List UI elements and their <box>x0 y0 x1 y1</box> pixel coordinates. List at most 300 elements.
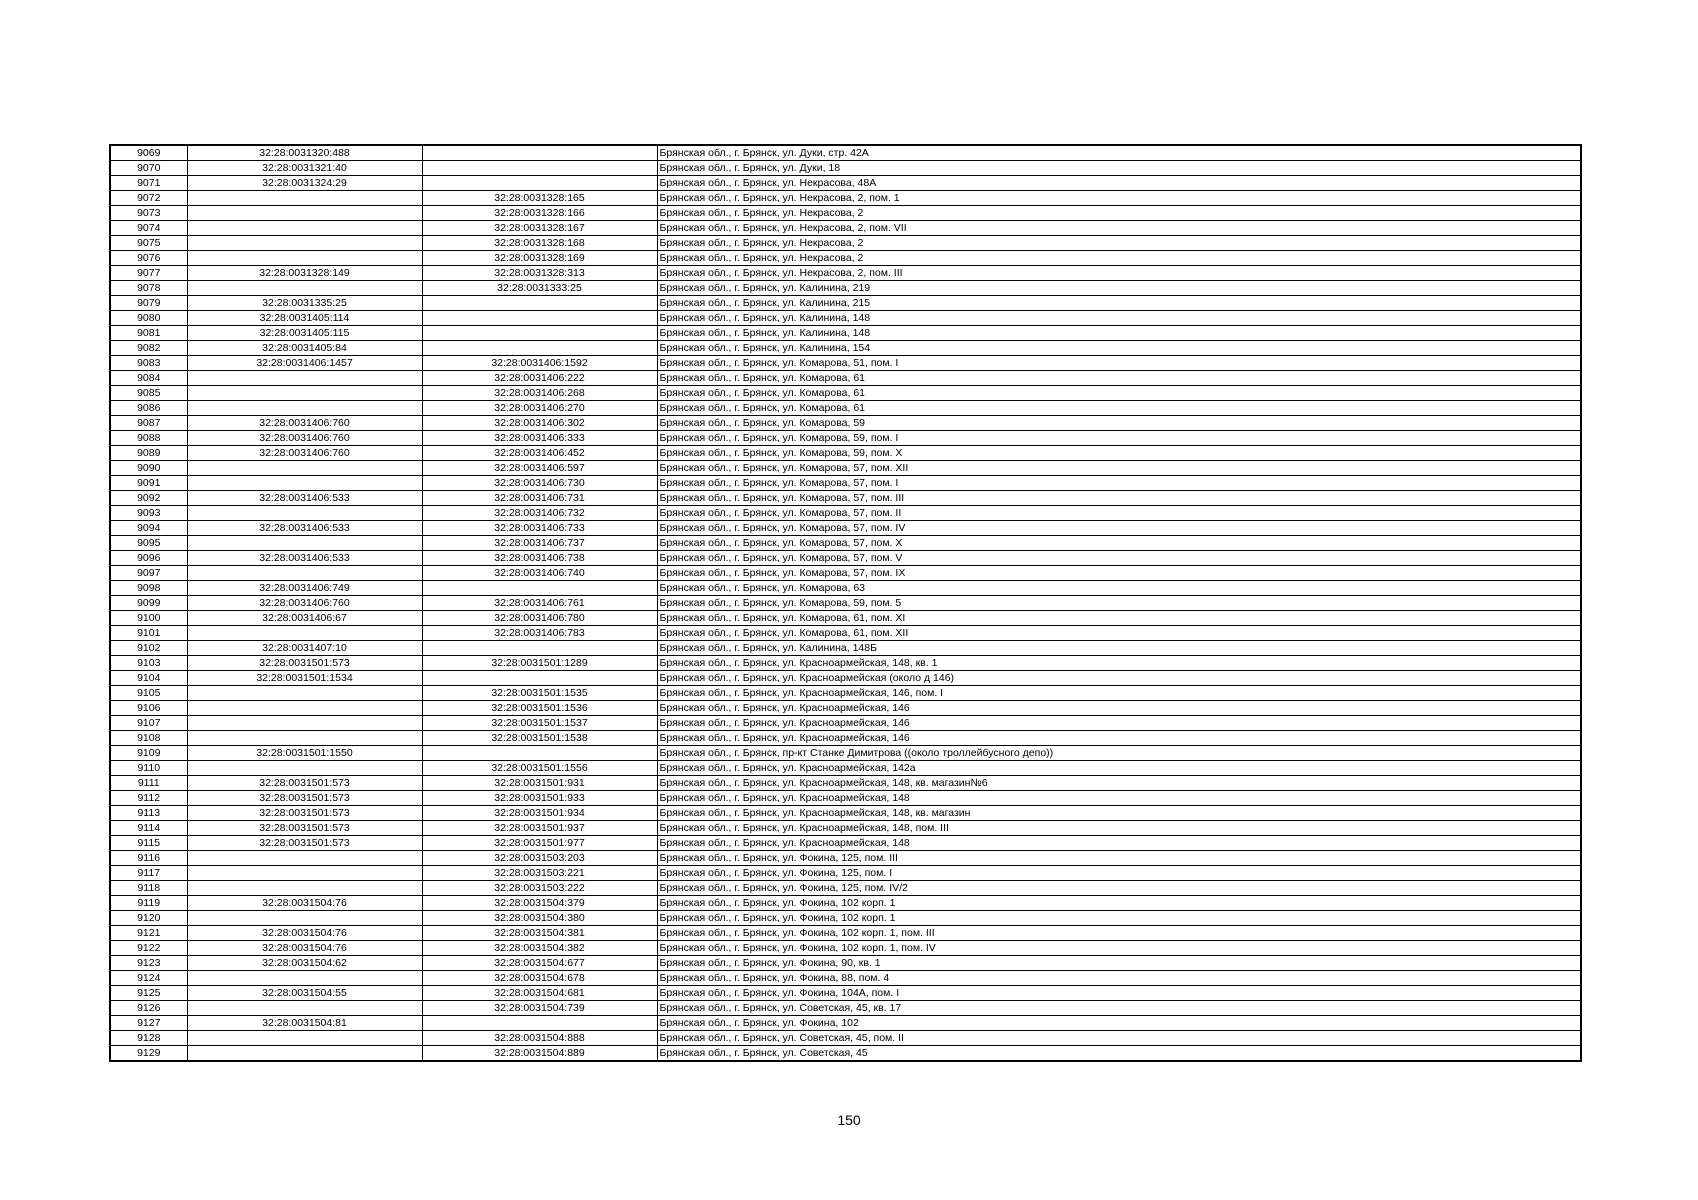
address-cell: Брянская обл., г. Брянск, ул. Некрасова, 2, пом. VII <box>657 221 1581 236</box>
land-parcel-number-cell <box>187 221 422 236</box>
table-row <box>110 236 1581 251</box>
row-number-cell: 9083 <box>110 356 187 371</box>
address-cell: Брянская обл., г. Брянск, ул. Комарова, 51, пом. I <box>657 356 1581 371</box>
row-number-cell: 9103 <box>110 656 187 671</box>
table-row <box>110 581 1581 596</box>
land-parcel-number-cell: 32:28:0031406:1457 <box>187 356 422 371</box>
land-parcel-number-cell: 32:28:0031406:760 <box>187 446 422 461</box>
page-number: 150 <box>837 1112 861 1128</box>
land-parcel-number-cell: 32:28:0031320:488 <box>187 145 422 161</box>
table-row <box>110 446 1581 461</box>
land-parcel-number-cell <box>187 716 422 731</box>
object-number-cell: 32:28:0031406:783 <box>422 626 657 641</box>
address-cell: Брянская обл., г. Брянск, ул. Советская, 45, пом. II <box>657 1031 1581 1046</box>
register-table <box>109 144 1582 1062</box>
address-cell: Брянская обл., г. Брянск, ул. Фокина, 90, кв. 1 <box>657 956 1581 971</box>
land-parcel-number-cell: 32:28:0031405:114 <box>187 311 422 326</box>
row-number-cell: 9078 <box>110 281 187 296</box>
row-number-cell: 9111 <box>110 776 187 791</box>
land-parcel-number-cell: 32:28:0031504:76 <box>187 941 422 956</box>
table-row <box>110 836 1581 851</box>
object-number-cell <box>422 341 657 356</box>
row-number-cell: 9073 <box>110 206 187 221</box>
land-parcel-number-cell: 32:28:0031405:84 <box>187 341 422 356</box>
object-number-cell: 32:28:0031504:888 <box>422 1031 657 1046</box>
table-row <box>110 476 1581 491</box>
address-cell: Брянская обл., г. Брянск, ул. Красноармейская, 148 <box>657 791 1581 806</box>
address-cell: Брянская обл., г. Брянск, ул. Фокина, 102 корп. 1 <box>657 896 1581 911</box>
table-row <box>110 491 1581 506</box>
table-row <box>110 461 1581 476</box>
address-cell: Брянская обл., г. Брянск, ул. Некрасова, 2, пом. III <box>657 266 1581 281</box>
row-number-cell: 9106 <box>110 701 187 716</box>
land-parcel-number-cell: 32:28:0031501:573 <box>187 821 422 836</box>
land-parcel-number-cell <box>187 401 422 416</box>
object-number-cell: 32:28:0031504:889 <box>422 1046 657 1062</box>
row-number-cell: 9110 <box>110 761 187 776</box>
object-number-cell <box>422 581 657 596</box>
land-parcel-number-cell: 32:28:0031406:533 <box>187 551 422 566</box>
object-number-cell: 32:28:0031504:382 <box>422 941 657 956</box>
address-cell: Брянская обл., г. Брянск, ул. Фокина, 104А, пом. I <box>657 986 1581 1001</box>
table-row <box>110 161 1581 176</box>
object-number-cell: 32:28:0031406:761 <box>422 596 657 611</box>
row-number-cell: 9123 <box>110 956 187 971</box>
land-parcel-number-cell: 32:28:0031406:749 <box>187 581 422 596</box>
table-row <box>110 326 1581 341</box>
row-number-cell: 9091 <box>110 476 187 491</box>
table-row <box>110 731 1581 746</box>
address-cell: Брянская обл., г. Брянск, ул. Фокина, 125, пом. III <box>657 851 1581 866</box>
row-number-cell: 9114 <box>110 821 187 836</box>
object-number-cell: 32:28:0031406:733 <box>422 521 657 536</box>
land-parcel-number-cell <box>187 536 422 551</box>
object-number-cell: 32:28:0031328:166 <box>422 206 657 221</box>
row-number-cell: 9080 <box>110 311 187 326</box>
table-row <box>110 506 1581 521</box>
object-number-cell: 32:28:0031406:270 <box>422 401 657 416</box>
object-number-cell: 32:28:0031504:681 <box>422 986 657 1001</box>
address-cell: Брянская обл., г. Брянск, ул. Некрасова, 2 <box>657 206 1581 221</box>
row-number-cell: 9129 <box>110 1046 187 1062</box>
row-number-cell: 9128 <box>110 1031 187 1046</box>
object-number-cell: 32:28:0031504:739 <box>422 1001 657 1016</box>
object-number-cell <box>422 296 657 311</box>
land-parcel-number-cell: 32:28:0031405:115 <box>187 326 422 341</box>
object-number-cell <box>422 326 657 341</box>
table-row <box>110 941 1581 956</box>
object-number-cell: 32:28:0031328:313 <box>422 266 657 281</box>
land-parcel-number-cell <box>187 281 422 296</box>
address-cell: Брянская обл., г. Брянск, ул. Некрасова, 2 <box>657 236 1581 251</box>
row-number-cell: 9099 <box>110 596 187 611</box>
land-parcel-number-cell <box>187 1001 422 1016</box>
address-cell: Брянская обл., г. Брянск, ул. Калинина, 154 <box>657 341 1581 356</box>
row-number-cell: 9076 <box>110 251 187 266</box>
row-number-cell: 9096 <box>110 551 187 566</box>
address-cell: Брянская обл., г. Брянск, ул. Дуки, стр. 42А <box>657 145 1581 161</box>
address-cell: Брянская обл., г. Брянск, ул. Фокина, 102 корп. 1, пом. IV <box>657 941 1581 956</box>
address-cell: Брянская обл., г. Брянск, ул. Комарова, 57, пом. IV <box>657 521 1581 536</box>
address-cell: Брянская обл., г. Брянск, ул. Красноармейская, 148, пом. III <box>657 821 1581 836</box>
table-row <box>110 986 1581 1001</box>
row-number-cell: 9109 <box>110 746 187 761</box>
land-parcel-number-cell: 32:28:0031501:1534 <box>187 671 422 686</box>
row-number-cell: 9081 <box>110 326 187 341</box>
land-parcel-number-cell <box>187 911 422 926</box>
object-number-cell: 32:28:0031504:678 <box>422 971 657 986</box>
table-row <box>110 191 1581 206</box>
row-number-cell: 9093 <box>110 506 187 521</box>
address-cell: Брянская обл., г. Брянск, ул. Советская, 45, кв. 17 <box>657 1001 1581 1016</box>
table-row <box>110 1001 1581 1016</box>
land-parcel-number-cell <box>187 206 422 221</box>
address-cell: Брянская обл., г. Брянск, ул. Комарова, 57, пом. XII <box>657 461 1581 476</box>
row-number-cell: 9126 <box>110 1001 187 1016</box>
land-parcel-number-cell: 32:28:0031406:760 <box>187 596 422 611</box>
table-row <box>110 266 1581 281</box>
table-row <box>110 221 1581 236</box>
table-row <box>110 851 1581 866</box>
row-number-cell: 9119 <box>110 896 187 911</box>
row-number-cell: 9092 <box>110 491 187 506</box>
address-cell: Брянская обл., г. Брянск, ул. Фокина, 125, пом. I <box>657 866 1581 881</box>
land-parcel-number-cell: 32:28:0031501:1550 <box>187 746 422 761</box>
address-cell: Брянская обл., г. Брянск, ул. Красноармейская, 146, пом. I <box>657 686 1581 701</box>
address-cell: Брянская обл., г. Брянск, пр-кт Станке Димитрова ((около троллейбусного депо)) <box>657 746 1581 761</box>
row-number-cell: 9079 <box>110 296 187 311</box>
land-parcel-number-cell <box>187 476 422 491</box>
table-row <box>110 701 1581 716</box>
row-number-cell: 9074 <box>110 221 187 236</box>
object-number-cell: 32:28:0031406:333 <box>422 431 657 446</box>
row-number-cell: 9087 <box>110 416 187 431</box>
object-number-cell: 32:28:0031501:1536 <box>422 701 657 716</box>
row-number-cell: 9088 <box>110 431 187 446</box>
land-parcel-number-cell <box>187 386 422 401</box>
row-number-cell: 9118 <box>110 881 187 896</box>
address-cell: Брянская обл., г. Брянск, ул. Фокина, 125, пом. IV/2 <box>657 881 1581 896</box>
object-number-cell <box>422 161 657 176</box>
land-parcel-number-cell <box>187 236 422 251</box>
object-number-cell: 32:28:0031504:379 <box>422 896 657 911</box>
land-parcel-number-cell: 32:28:0031406:760 <box>187 431 422 446</box>
table-row <box>110 521 1581 536</box>
address-cell: Брянская обл., г. Брянск, ул. Красноармейская, 148, кв. 1 <box>657 656 1581 671</box>
address-cell: Брянская обл., г. Брянск, ул. Красноармейская, 148 <box>657 836 1581 851</box>
address-cell: Брянская обл., г. Брянск, ул. Красноармейская, 146 <box>657 716 1581 731</box>
table-row <box>110 896 1581 911</box>
row-number-cell: 9101 <box>110 626 187 641</box>
object-number-cell <box>422 641 657 656</box>
object-number-cell: 32:28:0031406:302 <box>422 416 657 431</box>
table-row <box>110 551 1581 566</box>
land-parcel-number-cell: 32:28:0031504:62 <box>187 956 422 971</box>
object-number-cell <box>422 145 657 161</box>
land-parcel-number-cell <box>187 191 422 206</box>
land-parcel-number-cell: 32:28:0031504:81 <box>187 1016 422 1031</box>
table-row <box>110 1031 1581 1046</box>
address-cell: Брянская обл., г. Брянск, ул. Фокина, 102 корп. 1 <box>657 911 1581 926</box>
land-parcel-number-cell: 32:28:0031501:573 <box>187 791 422 806</box>
table-row <box>110 761 1581 776</box>
object-number-cell: 32:28:0031406:731 <box>422 491 657 506</box>
table-row <box>110 311 1581 326</box>
table-row <box>110 536 1581 551</box>
row-number-cell: 9070 <box>110 161 187 176</box>
row-number-cell: 9095 <box>110 536 187 551</box>
table-row <box>110 821 1581 836</box>
object-number-cell: 32:28:0031501:934 <box>422 806 657 821</box>
object-number-cell: 32:28:0031406:268 <box>422 386 657 401</box>
table-row <box>110 806 1581 821</box>
object-number-cell: 32:28:0031406:597 <box>422 461 657 476</box>
table-row <box>110 206 1581 221</box>
row-number-cell: 9122 <box>110 941 187 956</box>
land-parcel-number-cell: 32:28:0031328:149 <box>187 266 422 281</box>
object-number-cell: 32:28:0031503:222 <box>422 881 657 896</box>
object-number-cell: 32:28:0031406:737 <box>422 536 657 551</box>
table-row <box>110 671 1581 686</box>
object-number-cell <box>422 746 657 761</box>
address-cell: Брянская обл., г. Брянск, ул. Красноармейская, 142а <box>657 761 1581 776</box>
object-number-cell: 32:28:0031406:452 <box>422 446 657 461</box>
row-number-cell: 9085 <box>110 386 187 401</box>
object-number-cell: 32:28:0031501:1537 <box>422 716 657 731</box>
row-number-cell: 9072 <box>110 191 187 206</box>
table-row <box>110 716 1581 731</box>
address-cell: Брянская обл., г. Брянск, ул. Комарова, 59, пом. I <box>657 431 1581 446</box>
table-row <box>110 791 1581 806</box>
object-number-cell <box>422 176 657 191</box>
land-parcel-number-cell: 32:28:0031501:573 <box>187 836 422 851</box>
object-number-cell: 32:28:0031406:740 <box>422 566 657 581</box>
address-cell: Брянская обл., г. Брянск, ул. Комарова, 57, пом. IX <box>657 566 1581 581</box>
object-number-cell: 32:28:0031503:221 <box>422 866 657 881</box>
land-parcel-number-cell: 32:28:0031324:29 <box>187 176 422 191</box>
table-row <box>110 926 1581 941</box>
table-row <box>110 626 1581 641</box>
land-parcel-number-cell: 32:28:0031407:10 <box>187 641 422 656</box>
table-row <box>110 386 1581 401</box>
table-row <box>110 746 1581 761</box>
address-cell: Брянская обл., г. Брянск, ул. Дуки, 18 <box>657 161 1581 176</box>
address-cell: Брянская обл., г. Брянск, ул. Комарова, 63 <box>657 581 1581 596</box>
land-parcel-number-cell <box>187 371 422 386</box>
table-row <box>110 341 1581 356</box>
object-number-cell: 32:28:0031501:1535 <box>422 686 657 701</box>
address-cell: Брянская обл., г. Брянск, ул. Комарова, 61 <box>657 386 1581 401</box>
address-cell: Брянская обл., г. Брянск, ул. Комарова, 59, пом. X <box>657 446 1581 461</box>
table-row <box>110 416 1581 431</box>
land-parcel-number-cell: 32:28:0031335:25 <box>187 296 422 311</box>
row-number-cell: 9127 <box>110 1016 187 1031</box>
address-cell: Брянская обл., г. Брянск, ул. Некрасова, 48А <box>657 176 1581 191</box>
land-parcel-number-cell: 32:28:0031406:760 <box>187 416 422 431</box>
object-number-cell: 32:28:0031501:977 <box>422 836 657 851</box>
land-parcel-number-cell: 32:28:0031321:40 <box>187 161 422 176</box>
row-number-cell: 9116 <box>110 851 187 866</box>
address-cell: Брянская обл., г. Брянск, ул. Комарова, 57, пом. V <box>657 551 1581 566</box>
row-number-cell: 9121 <box>110 926 187 941</box>
row-number-cell: 9100 <box>110 611 187 626</box>
row-number-cell: 9075 <box>110 236 187 251</box>
address-cell: Брянская обл., г. Брянск, ул. Калинина, 148 <box>657 326 1581 341</box>
address-cell: Брянская обл., г. Брянск, ул. Некрасова, 2, пом. 1 <box>657 191 1581 206</box>
row-number-cell: 9108 <box>110 731 187 746</box>
address-cell: Брянская обл., г. Брянск, ул. Красноармейская, 148, кв. магазин <box>657 806 1581 821</box>
land-parcel-number-cell: 32:28:0031406:533 <box>187 491 422 506</box>
table-row <box>110 776 1581 791</box>
row-number-cell: 9071 <box>110 176 187 191</box>
row-number-cell: 9084 <box>110 371 187 386</box>
land-parcel-number-cell <box>187 626 422 641</box>
land-parcel-number-cell <box>187 971 422 986</box>
object-number-cell <box>422 1016 657 1031</box>
object-number-cell <box>422 671 657 686</box>
object-number-cell: 32:28:0031406:730 <box>422 476 657 491</box>
table-row <box>110 296 1581 311</box>
address-cell: Брянская обл., г. Брянск, ул. Советская, 45 <box>657 1046 1581 1062</box>
address-cell: Брянская обл., г. Брянск, ул. Комарова, 59 <box>657 416 1581 431</box>
land-parcel-number-cell: 32:28:0031504:76 <box>187 896 422 911</box>
table-row <box>110 881 1581 896</box>
address-cell: Брянская обл., г. Брянск, ул. Калинина, 219 <box>657 281 1581 296</box>
address-cell: Брянская обл., г. Брянск, ул. Комарова, 57, пом. III <box>657 491 1581 506</box>
row-number-cell: 9115 <box>110 836 187 851</box>
land-parcel-number-cell: 32:28:0031406:67 <box>187 611 422 626</box>
table-row <box>110 281 1581 296</box>
address-cell: Брянская обл., г. Брянск, ул. Красноармейская, 146 <box>657 701 1581 716</box>
table-row <box>110 356 1581 371</box>
land-parcel-number-cell <box>187 506 422 521</box>
row-number-cell: 9086 <box>110 401 187 416</box>
land-parcel-number-cell: 32:28:0031504:55 <box>187 986 422 1001</box>
table-row <box>110 251 1581 266</box>
table-row <box>110 596 1581 611</box>
object-number-cell: 32:28:0031501:931 <box>422 776 657 791</box>
row-number-cell: 9120 <box>110 911 187 926</box>
address-cell: Брянская обл., г. Брянск, ул. Комарова, 59, пом. 5 <box>657 596 1581 611</box>
object-number-cell: 32:28:0031328:167 <box>422 221 657 236</box>
land-parcel-number-cell <box>187 566 422 581</box>
object-number-cell: 32:28:0031406:732 <box>422 506 657 521</box>
address-cell: Брянская обл., г. Брянск, ул. Комарова, 57, пом. I <box>657 476 1581 491</box>
row-number-cell: 9104 <box>110 671 187 686</box>
address-cell: Брянская обл., г. Брянск, ул. Комарова, 61, пом. XI <box>657 611 1581 626</box>
row-number-cell: 9094 <box>110 521 187 536</box>
land-parcel-number-cell <box>187 251 422 266</box>
address-cell: Брянская обл., г. Брянск, ул. Красноармейская, 146 <box>657 731 1581 746</box>
table-row <box>110 566 1581 581</box>
row-number-cell: 9098 <box>110 581 187 596</box>
object-number-cell: 32:28:0031503:203 <box>422 851 657 866</box>
row-number-cell: 9102 <box>110 641 187 656</box>
object-number-cell: 32:28:0031501:933 <box>422 791 657 806</box>
object-number-cell: 32:28:0031333:25 <box>422 281 657 296</box>
address-cell: Брянская обл., г. Брянск, ул. Комарова, 61 <box>657 401 1581 416</box>
table-row <box>110 145 1581 161</box>
table-row <box>110 866 1581 881</box>
row-number-cell: 9090 <box>110 461 187 476</box>
address-cell: Брянская обл., г. Брянск, ул. Комарова, 57, пом. X <box>657 536 1581 551</box>
register-table-body <box>110 145 1581 1061</box>
table-row <box>110 611 1581 626</box>
land-parcel-number-cell <box>187 1046 422 1062</box>
object-number-cell: 32:28:0031406:222 <box>422 371 657 386</box>
land-parcel-number-cell <box>187 731 422 746</box>
table-row <box>110 956 1581 971</box>
land-parcel-number-cell: 32:28:0031501:573 <box>187 776 422 791</box>
address-cell: Брянская обл., г. Брянск, ул. Красноармейская, 148, кв. магазин№6 <box>657 776 1581 791</box>
row-number-cell: 9082 <box>110 341 187 356</box>
object-number-cell: 32:28:0031501:937 <box>422 821 657 836</box>
address-cell: Брянская обл., г. Брянск, ул. Некрасова, 2 <box>657 251 1581 266</box>
object-number-cell: 32:28:0031501:1538 <box>422 731 657 746</box>
address-cell: Брянская обл., г. Брянск, ул. Калинина, 148 <box>657 311 1581 326</box>
row-number-cell: 9069 <box>110 145 187 161</box>
land-parcel-number-cell <box>187 461 422 476</box>
row-number-cell: 9089 <box>110 446 187 461</box>
land-parcel-number-cell <box>187 761 422 776</box>
row-number-cell: 9124 <box>110 971 187 986</box>
land-parcel-number-cell <box>187 1031 422 1046</box>
row-number-cell: 9125 <box>110 986 187 1001</box>
address-cell: Брянская обл., г. Брянск, ул. Комарова, 61 <box>657 371 1581 386</box>
land-parcel-number-cell <box>187 686 422 701</box>
address-cell: Брянская обл., г. Брянск, ул. Калинина, 215 <box>657 296 1581 311</box>
table-row <box>110 641 1581 656</box>
row-number-cell: 9077 <box>110 266 187 281</box>
table-row <box>110 911 1581 926</box>
object-number-cell: 32:28:0031328:165 <box>422 191 657 206</box>
address-cell: Брянская обл., г. Брянск, ул. Комарова, 57, пом. II <box>657 506 1581 521</box>
object-number-cell: 32:28:0031501:1556 <box>422 761 657 776</box>
row-number-cell: 9113 <box>110 806 187 821</box>
land-parcel-number-cell: 32:28:0031501:573 <box>187 656 422 671</box>
address-cell: Брянская обл., г. Брянск, ул. Комарова, 61, пом. XII <box>657 626 1581 641</box>
table-row <box>110 656 1581 671</box>
object-number-cell: 32:28:0031406:1592 <box>422 356 657 371</box>
object-number-cell: 32:28:0031504:380 <box>422 911 657 926</box>
row-number-cell: 9105 <box>110 686 187 701</box>
table-row <box>110 431 1581 446</box>
table-row <box>110 971 1581 986</box>
address-cell: Брянская обл., г. Брянск, ул. Фокина, 102 <box>657 1016 1581 1031</box>
object-number-cell <box>422 311 657 326</box>
table-row <box>110 401 1581 416</box>
object-number-cell: 32:28:0031328:168 <box>422 236 657 251</box>
object-number-cell: 32:28:0031504:677 <box>422 956 657 971</box>
object-number-cell: 32:28:0031406:780 <box>422 611 657 626</box>
address-cell: Брянская обл., г. Брянск, ул. Фокина, 88, пом. 4 <box>657 971 1581 986</box>
table-row <box>110 176 1581 191</box>
row-number-cell: 9117 <box>110 866 187 881</box>
land-parcel-number-cell: 32:28:0031501:573 <box>187 806 422 821</box>
row-number-cell: 9112 <box>110 791 187 806</box>
land-parcel-number-cell: 32:28:0031406:533 <box>187 521 422 536</box>
table-row <box>110 371 1581 386</box>
address-cell: Брянская обл., г. Брянск, ул. Калинина, 148Б <box>657 641 1581 656</box>
table-row <box>110 686 1581 701</box>
land-parcel-number-cell <box>187 866 422 881</box>
land-parcel-number-cell: 32:28:0031504:76 <box>187 926 422 941</box>
row-number-cell: 9097 <box>110 566 187 581</box>
object-number-cell: 32:28:0031328:169 <box>422 251 657 266</box>
table-row <box>110 1016 1581 1031</box>
object-number-cell: 32:28:0031504:381 <box>422 926 657 941</box>
table-row <box>110 1046 1581 1062</box>
